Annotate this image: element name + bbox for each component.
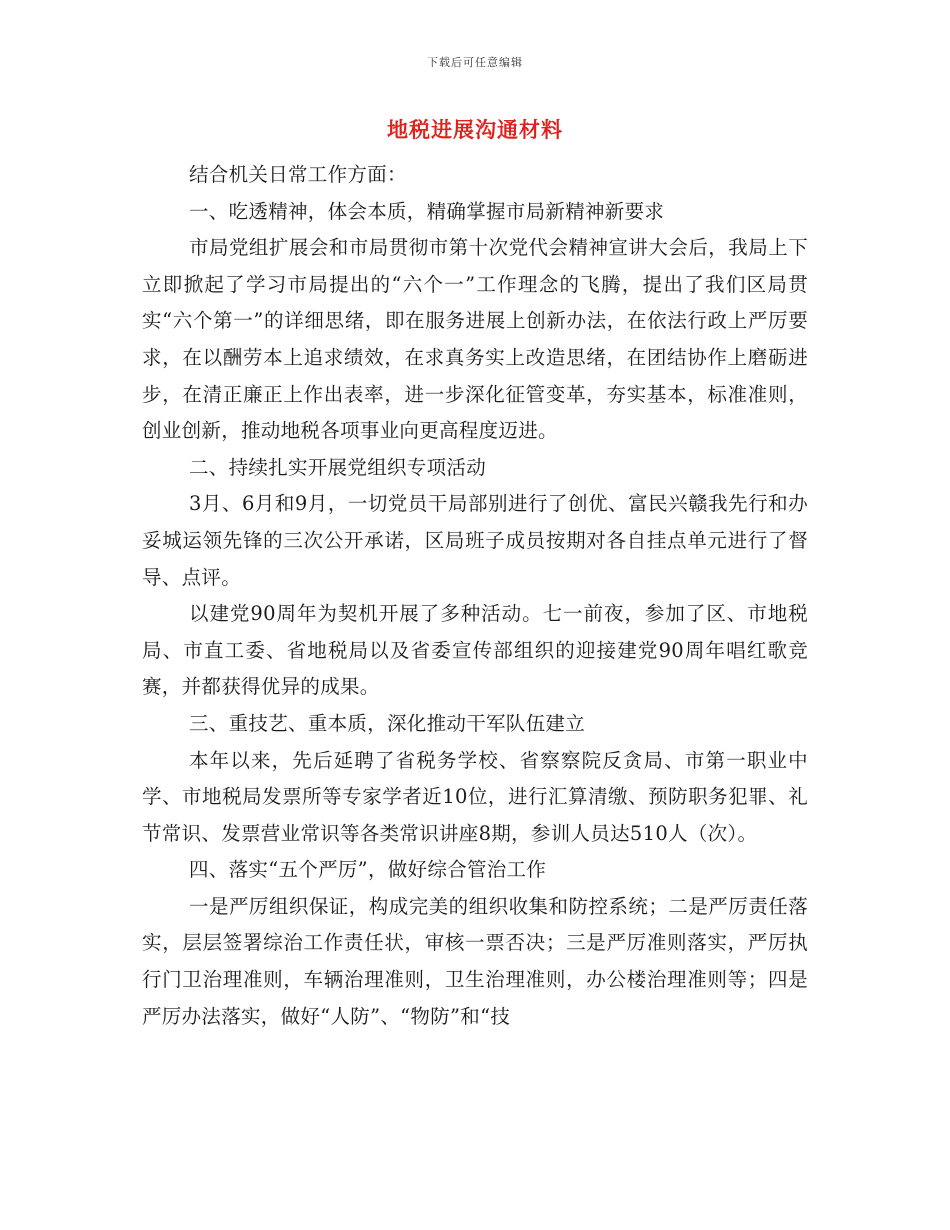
section-heading-1: 一、吃透精神，体会本质，精确掌握市局新精神新要求 — [189, 199, 665, 223]
paragraph-section-1: 市局党组扩展会和市局贯彻市第十次党代会精神宣讲大会后，我局上下立即掀起了学习市局提出的“六个一”工作理念的飞腾，提出了我们区局贯实“六个第一”的详细思绪，即在服务进展上创新办法，在依法行政上严厉要求，在以酬劳本上追求绩效，在求真务实上改造思绪，在团结协作上磨砺进步，在清正廉正上作出表率，进一步深化征管变革，夯实基本，标准准则，创业创新，推动地税各项事业向更高程度迈进。 — [142, 236, 808, 443]
section-heading-4: 四、落实“五个严厉”，做好综合管治工作 — [189, 858, 547, 882]
paragraph-section-3: 本年以来，先后延聘了省税务学校、省察察院反贪局、市第一职业中学、市地税局发票所等专家学者近10位，进行汇算清缴、预防职务犯罪、礼节常识、发票营业常识等各类常识讲座8期，参训人员达510人（次）。 — [142, 748, 808, 845]
paragraph-section-4: 一是严厉组织保证，构成完美的组织收集和防控系统；二是严厉责任落实，层层签署综治工作责任状，审核一票否决；三是严厉准则落实，严厉执行门卫治理准则，车辆治理准则，卫生治理准则，办公楼治理准则等；四是严厉办法落实，做好“人防”、“物防”和“技 — [142, 894, 808, 1028]
paragraph-section-2-b: 以建党90周年为契机开展了多种活动。七一前夜，参加了区、市地税局、市直工委、省地税局以及省委宣传部组织的迎接建党90周年唱红歌竞赛，并都获得优异的成果。 — [142, 602, 808, 699]
paragraph-intro: 结合机关日常工作方面： — [189, 163, 407, 186]
section-heading-2: 二、持续扎实开展党组织专项活动 — [189, 455, 487, 479]
paragraph-section-2-a: 3月、6月和9月，一切党员干局部别进行了创优、富民兴赣我先行和办妥城运领先锋的三次公开承诺，区局班子成员按期对各自挂点单元进行了督导、点评。 — [142, 492, 808, 589]
document-body — [142, 157, 808, 1035]
section-heading-3: 三、重技艺、重本质，深化推动干军队伍建立 — [189, 711, 586, 735]
document-title: 地税进展沟通材料 — [387, 117, 563, 142]
header-note: 下载后可任意编辑 — [427, 56, 523, 69]
